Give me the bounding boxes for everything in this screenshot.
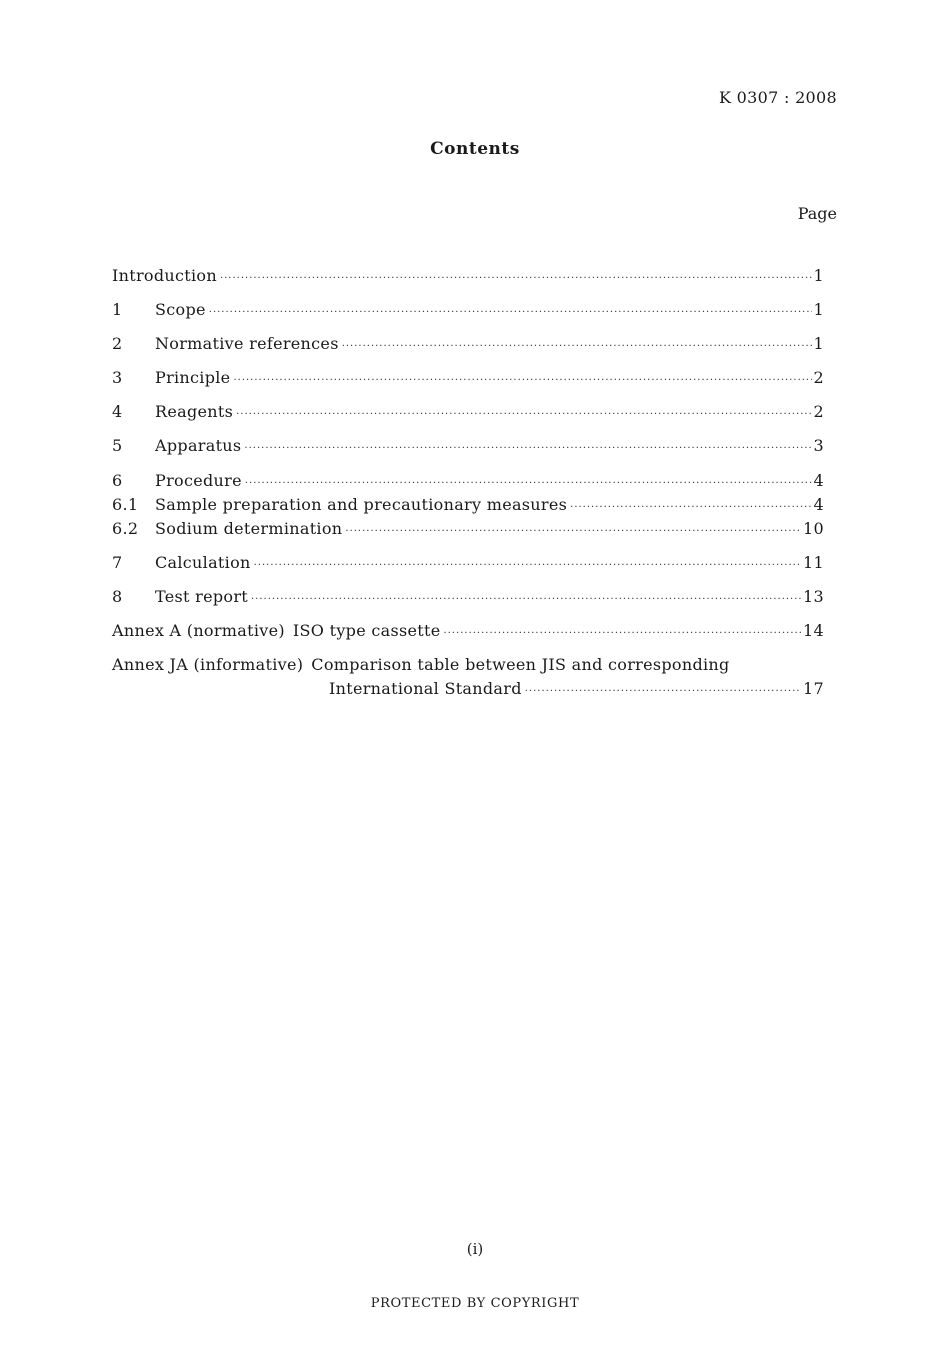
- toc-entry-page: 2: [813, 402, 824, 421]
- toc-entry-number: 5: [112, 436, 123, 455]
- toc-entry-title: Sample preparation and precautionary measures: [155, 495, 568, 514]
- standard-number: K 0307 : 2008: [719, 88, 837, 107]
- toc-entry-page: 17: [803, 679, 824, 698]
- toc-entry-title: Procedure: [155, 471, 242, 490]
- toc-entry-title: Reagents: [155, 402, 234, 421]
- annex-prefix: Annex JA (informative): [112, 655, 304, 674]
- toc-entry-annex-ja-continuation[interactable]: [329, 679, 824, 701]
- toc-entry-apparatus[interactable]: [112, 436, 824, 458]
- page-folio: (i): [466, 1240, 484, 1258]
- dot-leader: [236, 409, 811, 420]
- toc-entry-number: 3: [112, 368, 123, 387]
- toc-entry-page: 10: [803, 519, 824, 538]
- dot-leader: [570, 502, 811, 513]
- toc-entry-number: 4: [112, 402, 123, 421]
- dot-leader: [233, 375, 811, 386]
- toc-entry-title: Normative references: [155, 334, 339, 353]
- dot-leader: [254, 560, 801, 571]
- toc-entry-number: 6.1: [112, 495, 139, 514]
- toc-entry-number: 1: [112, 300, 123, 319]
- toc-entry-sample-preparation[interactable]: [112, 495, 824, 517]
- copyright-notice: PROTECTED BY COPYRIGHT: [370, 1296, 580, 1311]
- dot-leader: [525, 686, 801, 697]
- toc-entry-page: 1: [813, 266, 824, 285]
- toc-entry-page: 11: [803, 553, 824, 572]
- annex-prefix: Annex A (normative): [112, 621, 285, 640]
- dot-leader: [444, 628, 802, 639]
- toc-entry-title: Principle: [155, 368, 231, 387]
- dot-leader: [220, 273, 812, 284]
- toc-entry-number: 6: [112, 471, 123, 490]
- toc-entry-procedure[interactable]: [112, 471, 824, 493]
- toc-entry-page: 14: [803, 621, 824, 640]
- toc-entry-title: Scope: [155, 300, 206, 319]
- toc-entry-annex-a[interactable]: [112, 621, 824, 643]
- toc-entry-test-report[interactable]: [112, 587, 824, 609]
- dot-leader: [245, 478, 812, 489]
- toc-entry-page: 3: [813, 436, 824, 455]
- toc-entry-page: 13: [803, 587, 824, 606]
- toc-entry-scope[interactable]: [112, 300, 824, 322]
- toc-entry-page: 1: [813, 300, 824, 319]
- toc-entry-annex-ja[interactable]: [112, 655, 824, 677]
- toc-entry-page: 2: [813, 368, 824, 387]
- toc-entry-title: International Standard: [329, 679, 522, 698]
- dot-leader: [345, 526, 801, 537]
- contents-title: Contents: [430, 139, 520, 159]
- toc-entry-title: Sodium determination: [155, 519, 343, 538]
- toc-entry-title: Test report: [155, 587, 248, 606]
- toc-entry-page: 1: [813, 334, 824, 353]
- toc-entry-introduction[interactable]: [112, 266, 824, 288]
- toc-entry-number: 7: [112, 553, 123, 572]
- dot-leader: [244, 443, 811, 454]
- toc-entry-page: 4: [813, 495, 824, 514]
- toc-entry-title: Apparatus: [155, 436, 242, 455]
- dot-leader: [209, 307, 812, 318]
- toc-entry-calculation[interactable]: [112, 553, 824, 575]
- toc-entry-sodium-determination[interactable]: [112, 519, 824, 541]
- toc-entry-number: 6.2: [112, 519, 139, 538]
- toc-entry-number: 2: [112, 334, 123, 353]
- dot-leader: [251, 594, 801, 605]
- toc-entry-title: Calculation: [155, 553, 251, 572]
- toc-entry-reagents[interactable]: [112, 402, 824, 424]
- toc-entry-title: Comparison table between JIS and corresponding: [311, 655, 730, 674]
- toc-entry-page: 4: [813, 471, 824, 490]
- toc-entry-principle[interactable]: [112, 368, 824, 390]
- toc-entry-title: ISO type cassette: [292, 621, 441, 640]
- toc-entry-normative-references[interactable]: [112, 334, 824, 356]
- toc-entry-number: 8: [112, 587, 123, 606]
- toc-entry-title: Introduction: [112, 266, 217, 285]
- dot-leader: [342, 341, 812, 352]
- page-column-header: Page: [797, 204, 837, 223]
